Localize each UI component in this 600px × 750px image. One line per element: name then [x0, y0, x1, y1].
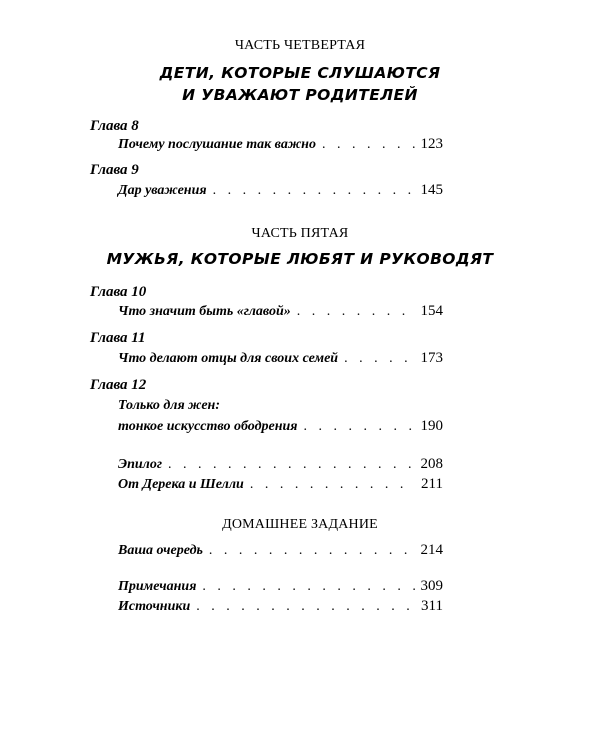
entry-title: Ваша очередь: [118, 543, 203, 558]
entry-title: Что значит быть «главой»: [118, 304, 291, 319]
entry-title: Дар уважения: [118, 183, 207, 198]
toc-entry-from-authors[interactable]: [118, 476, 443, 496]
chapter-12-title-line-1: Только для жен:: [118, 398, 220, 413]
toc-entry-your-turn[interactable]: [118, 542, 443, 562]
toc-entry-chapter-11[interactable]: [118, 350, 443, 370]
dot-leader: [344, 351, 414, 367]
dot-leader: [213, 183, 415, 199]
toc-entry-epilogue[interactable]: [118, 456, 443, 476]
entry-title: Почему послушание так важно: [118, 137, 316, 152]
entry-title: Эпилог: [118, 457, 163, 472]
part-four-title-line-1: ДЕТИ, КОТОРЫЕ СЛУШАЮТСЯ: [159, 64, 441, 82]
entry-title: Примечания: [118, 579, 197, 594]
toc-entry-sources[interactable]: [118, 598, 443, 618]
dot-leader: [168, 457, 414, 473]
dot-leader: [209, 543, 415, 559]
toc-entry-chapter-9[interactable]: [118, 182, 443, 202]
part-five-title: МУЖЬЯ, КОТОРЫЕ ЛЮБЯТ И РУКОВОДЯТ: [106, 250, 494, 268]
dot-leader: [322, 137, 415, 153]
entry-title: Что делают отцы для своих семей: [118, 351, 339, 366]
chapter-11-label: Глава 11: [90, 330, 146, 346]
page-number: 309: [420, 578, 443, 594]
dot-leader: [304, 419, 415, 435]
homework-label: ДОМАШНЕЕ ЗАДАНИЕ: [222, 517, 378, 532]
dot-leader: [297, 304, 415, 320]
page-number: 154: [420, 303, 443, 319]
entry-title: тонкое искусство ободрения: [118, 419, 298, 434]
part-four-title-line-2: И УВАЖАЮТ РОДИТЕЛЕЙ: [182, 86, 418, 104]
dot-leader: [196, 599, 415, 615]
entry-title: От Дерека и Шелли: [118, 477, 244, 492]
page-number: 123: [420, 136, 443, 152]
dot-leader: [202, 579, 414, 595]
toc-entry-chapter-8[interactable]: [118, 136, 443, 156]
chapter-8-label: Глава 8: [90, 118, 139, 134]
page-number: 211: [421, 476, 443, 492]
page-number: 214: [420, 542, 443, 558]
page-number: 145: [420, 182, 443, 198]
chapter-12-label: Глава 12: [90, 377, 147, 393]
dot-leader: [250, 477, 415, 493]
page-number: 173: [420, 350, 443, 366]
page-number: 208: [420, 456, 443, 472]
toc-entry-chapter-12[interactable]: [118, 418, 443, 438]
chapter-10-label: Глава 10: [90, 284, 147, 300]
part-four-label: ЧАСТЬ ЧЕТВЕРТАЯ: [234, 38, 366, 53]
entry-title: Источники: [118, 599, 191, 614]
toc-entry-chapter-10[interactable]: [118, 303, 443, 323]
toc-entry-notes[interactable]: [118, 578, 443, 598]
page-number: 190: [420, 418, 443, 434]
page-number: 311: [421, 598, 443, 614]
chapter-9-label: Глава 9: [90, 162, 139, 178]
part-five-label: ЧАСТЬ ПЯТАЯ: [251, 226, 349, 241]
